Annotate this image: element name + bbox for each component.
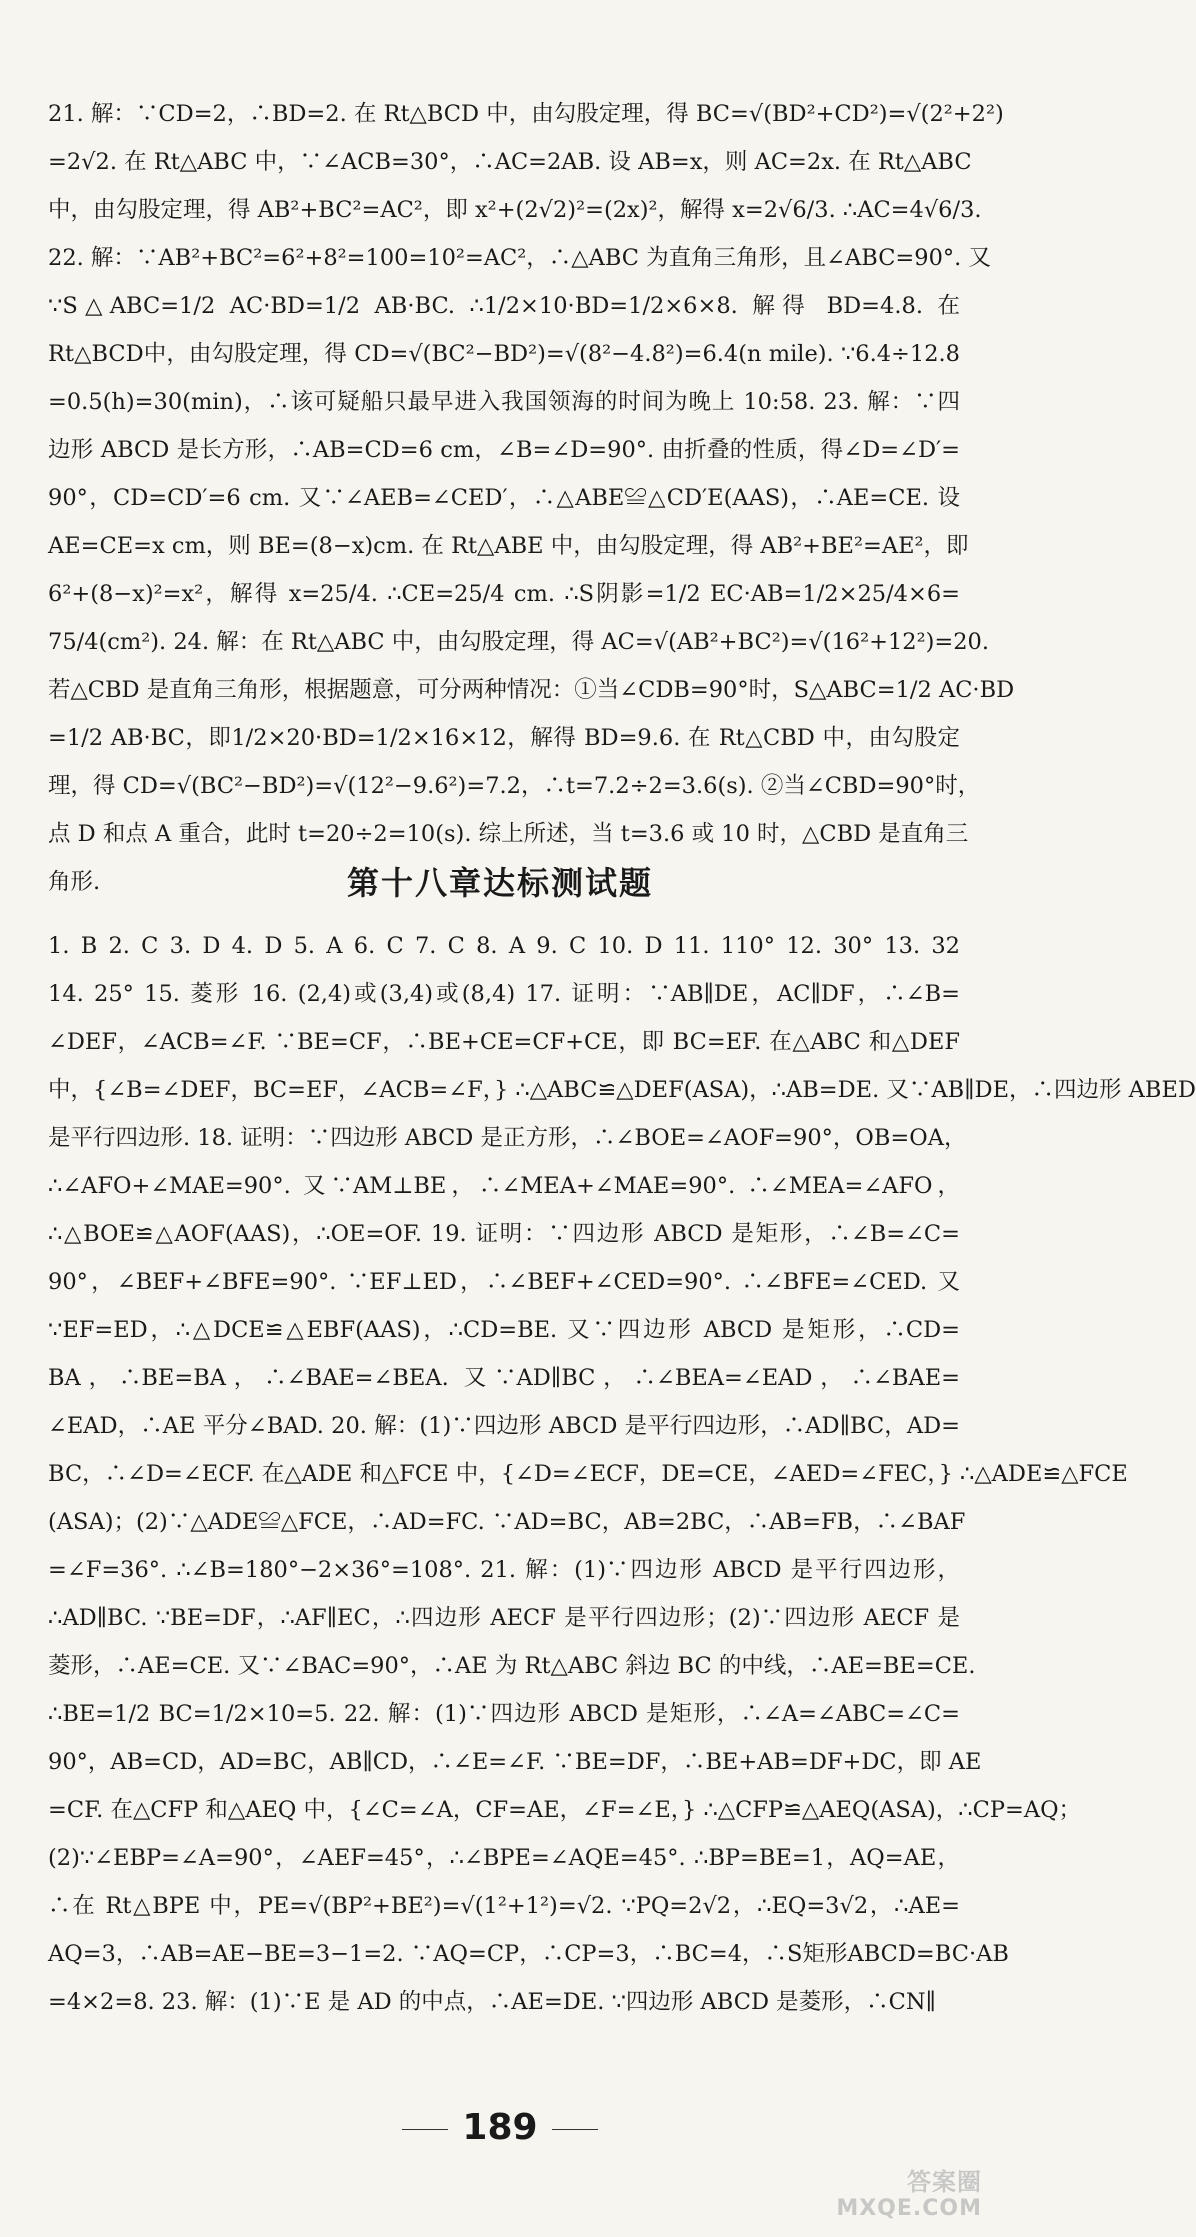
text-line: ∠EAD，∴AE 平分∠BAD. 20. 解：(1)∵四边形 ABCD 是平行四边形，∴AD∥BC，AD= (48, 1413, 960, 1439)
text-line: (ASA)；(2)∵△ADE≌△FCE，∴AD=FC. ∵AD=BC，AB=2BC，∴AB=FB，∴∠BAF (48, 1509, 966, 1535)
text-line: 角形. (48, 869, 101, 895)
text-line: ∴在 Rt△BPE 中，PE=√(BP²+BE²)=√(1²+1²)=√2. ∵PQ=2√2，∴EQ=3√2，∴AE= (48, 1893, 960, 1919)
text-line: 若△CBD 是直角三角形，根据题意，可分两种情况：①当∠CDB=90°时，S△ABC=1/2 AC·BD (48, 677, 1015, 703)
text-line: AQ=3，∴AB=AE−BE=3−1=2. ∵AQ=CP，∴CP=3，∴BC=4，∴S矩形ABCD=BC·AB (48, 1941, 1009, 1967)
text-line: 中，由勾股定理，得 AB²+BC²=AC²，即 x²+(2√2)²=(2x)²，解得 x=2√6/3. ∴AC=4√6/3. (48, 197, 982, 223)
text-line: 90°，∠BEF+∠BFE=90°. ∵EF⊥ED，∴∠BEF+∠CED=90°. ∴∠BFE=∠CED. 又 (48, 1269, 960, 1295)
text-line: 90°，AB=CD，AD=BC，AB∥CD，∴∠E=∠F. ∵BE=DF，∴BE+AB=DF+DC，即 AE (48, 1749, 982, 1775)
text-line: 90°，CD=CD′=6 cm. 又∵∠AEB=∠CED′，∴△ABE≌△CD′E(AAS)，∴AE=CE. 设 (48, 485, 960, 511)
text-line: 21. 解：∵CD=2，∴BD=2. 在 Rt△BCD 中，由勾股定理，得 BC=√(BD²+CD²)=√(2²+2²) (48, 101, 1004, 127)
text-line: 6²+(8−x)²=x²，解得 x=25/4. ∴CE=25/4 cm. ∴S阴影=1/2 EC·AB=1/2×25/4×6= (48, 581, 960, 607)
text-line: 点 D 和点 A 重合，此时 t=20÷2=10(s). 综上所述，当 t=3.6 或 10 时，△CBD 是直角三 (48, 821, 969, 847)
text-line: =0.5(h)=30(min)，∴该可疑船只最早进入我国领海的时间为晚上 10:58. 23. 解：∵四 (48, 389, 960, 415)
text-line: (2)∵∠EBP=∠A=90°，∠AEF=45°，∴∠BPE=∠AQE=45°. ∴BP=BE=1，AQ=AE， (48, 1845, 960, 1871)
watermark-url: MXQE.COM (836, 2196, 982, 2221)
text-line: BC，∴∠D=∠ECF. 在△ADE 和△FCE 中，{∠D=∠ECF，DE=CE，∠AED=∠FEC，} ∴△ADE≌△FCE (48, 1461, 1128, 1487)
page-number (0, 2100, 1000, 2156)
site-watermark (786, 2162, 986, 2228)
watermark-logo: 答案圈 (907, 2168, 982, 2196)
text-line: ∵EF=ED，∴△DCE≌△EBF(AAS)，∴CD=BE. 又∵四边形 ABCD 是矩形，∴CD= (48, 1317, 960, 1343)
text-line: 75/4(cm²). 24. 解：在 Rt△ABC 中，由勾股定理，得 AC=√(AB²+BC²)=√(16²+12²)=20. (48, 629, 990, 655)
text-line: 是平行四边形. 18. 证明：∵四边形 ABCD 是正方形，∴∠BOE=∠AOF=90°，OB=OA， (48, 1125, 967, 1151)
text-line: 1. B 2. C 3. D 4. D 5. A 6. C 7. C 8. A 9. C 10. D 11. 110° 12. 30° 13. 32 (48, 933, 960, 959)
solutions-part-2 (0, 922, 1196, 2022)
text-line: 14. 25° 15. 菱形 16. (2,4)或(3,4)或(8,4) 17. 证明：∵AB∥DE，AC∥DF，∴∠B= (48, 981, 960, 1007)
right-dash (552, 2129, 598, 2130)
page-number-value: 189 (462, 2107, 538, 2148)
chapter-title: 第十八章达标测试题 (346, 864, 653, 902)
left-dash (402, 2129, 448, 2130)
text-line: 边形 ABCD 是长方形，∴AB=CD=6 cm，∠B=∠D=90°. 由折叠的性质，得∠D=∠D′= (48, 437, 960, 463)
text-line: =2√2. 在 Rt△ABC 中，∵∠ACB=30°，∴AC=2AB. 设 AB=x，则 AC=2x. 在 Rt△ABC (48, 149, 972, 175)
text-line: =CF. 在△CFP 和△AEQ 中，{∠C=∠A，CF=AE，∠F=∠E，} ∴△CFP≌△AEQ(ASA)，∴CP=AQ； (48, 1797, 1082, 1823)
text-line: ∵S△ABC=1/2 AC·BD=1/2 AB·BC. ∴1/2×10·BD=1/2×6×8. 解得 BD=4.8. 在 (48, 293, 960, 319)
text-line: ∴AD∥BC. ∵BE=DF，∴AF∥EC，∴四边形 AECF 是平行四边形；(2)∵四边形 AECF 是 (48, 1605, 960, 1631)
text-line: =4×2=8. 23. 解：(1)∵E 是 AD 的中点，∴AE=DE. ∵四边形 ABCD 是菱形，∴CN∥ (48, 1989, 936, 2015)
text-line: 理，得 CD=√(BC²−BD²)=√(12²−9.6²)=7.2，∴t=7.2÷2=3.6(s). ②当∠CBD=90°时， (48, 773, 981, 799)
text-line: BA，∴BE=BA，∴∠BAE=∠BEA. 又∵AD∥BC，∴∠BEA=∠EAD，∴∠BAE= (48, 1365, 960, 1391)
text-line: AE=CE=x cm，则 BE=(8−x)cm. 在 Rt△ABE 中，由勾股定理，得 AB²+BE²=AE²，即 (48, 533, 969, 559)
text-line: =1/2 AB·BC，即1/2×20·BD=1/2×16×12，解得 BD=9.6. 在 Rt△CBD 中，由勾股定 (48, 725, 960, 751)
text-line: 22. 解：∵AB²+BC²=6²+8²=100=10²=AC²，∴△ABC 为直角三角形，且∠ABC=90°. 又 (48, 245, 991, 271)
text-line: Rt△BCD中，由勾股定理，得 CD=√(BC²−BD²)=√(8²−4.8²)=6.4(n mile). ∵6.4÷12.8 (48, 341, 960, 367)
text-line: =∠F=36°. ∴∠B=180°−2×36°=108°. 21. 解：(1)∵四边形 ABCD 是平行四边形， (48, 1557, 960, 1583)
text-line: ∴BE=1/2 BC=1/2×10=5. 22. 解：(1)∵四边形 ABCD 是矩形，∴∠A=∠ABC=∠C= (48, 1701, 960, 1727)
text-line: ∴△BOE≌△AOF(AAS)，∴OE=OF. 19. 证明：∵四边形 ABCD 是矩形，∴∠B=∠C= (48, 1221, 960, 1247)
text-line: ∴∠AFO+∠MAE=90°. 又∵AM⊥BE，∴∠MEA+∠MAE=90°. ∴∠MEA=∠AFO， (48, 1173, 960, 1199)
text-line: 菱形，∴AE=CE. 又∵∠BAC=90°，∴AE 为 Rt△ABC 斜边 BC 的中线，∴AE=BE=CE. (48, 1653, 976, 1679)
text-line: ∠DEF，∠ACB=∠F. ∵BE=CF，∴BE+CE=CF+CE，即 BC=EF. 在△ABC 和△DEF (48, 1029, 960, 1055)
text-line: 中，{∠B=∠DEF，BC=EF，∠ACB=∠F，} ∴△ABC≌△DEF(ASA)，∴AB=DE. 又∵AB∥DE，∴四边形 ABED (48, 1077, 1196, 1103)
